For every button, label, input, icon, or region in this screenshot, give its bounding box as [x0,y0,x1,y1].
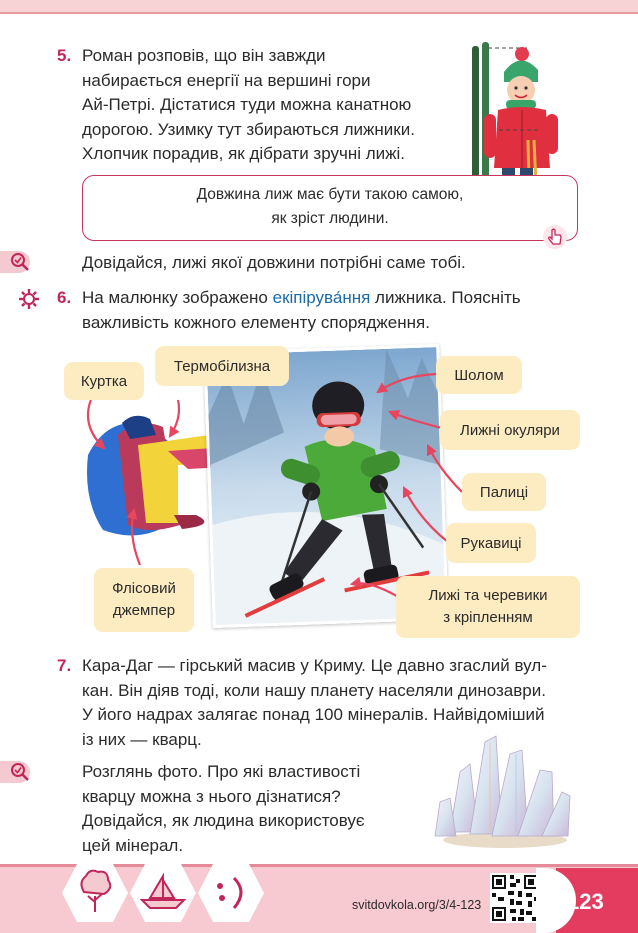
label-skis-and-boots [396,576,580,638]
footer-site-link[interactable]: svitdovkola.org/3/4-123 [352,898,482,912]
arrow-fleece [132,510,140,565]
task-7-question-line: Розглянь фото. Про які властивості [82,762,361,781]
label-fleece-line: джемпер [112,602,176,619]
task-7-line: Кара-Даг — гірський масив у Криму. Це давно згаслий вул- [82,656,547,675]
label-ski-goggles: Лижні окуляри [440,410,580,450]
task-7-line: У його надрах залягає понад 100 мінералів. Найвідоміший [82,705,545,724]
task-7-question-line: кварцу можна з нього дізнатися? [82,786,341,806]
label-jacket: Куртка [64,362,144,400]
task-6-highlight-term: екіпірува́ння [272,288,371,307]
label-thermal-underwear: Термобілизна [155,346,289,386]
rule-line: Довжина лиж має бути такою самою, [196,186,464,203]
task-5-line: набирається енергії на вершині гори [82,70,371,90]
arrow-goggles [390,412,442,428]
smile-hexagon-icon [196,862,266,924]
label-poles: Палиці [462,473,546,511]
arrow-thermal [170,400,179,436]
task-5-line: Ай-Петрі. Дістатися туди можна канатною [82,95,412,114]
task-7-question-line: Довідайся, як людина використовує [82,811,365,830]
label-skis-line: з кріпленням [443,609,533,626]
task-6-number: 6. [57,288,72,307]
task-7-number: 7. [57,656,72,675]
arrow-helmet [378,374,436,392]
label-fleece-sweater [94,568,194,632]
label-fleece-line: Флісовий [112,580,176,597]
label-skis-line: Лижі та черевики [428,587,548,604]
magnifier-icon [10,762,30,782]
label-gloves: Рукавиці [446,523,536,563]
page-number: 123 [567,889,604,914]
arrow-skis [352,583,400,598]
task-6-text-part: лижника. Поясніть [370,288,521,307]
task-6-text-part: На малюнку зображено [82,288,273,307]
boat-hexagon-icon [128,862,198,924]
task-5-line: дорогою. Узимку тут збираються лижники. [82,119,415,139]
task-5-line: Хлопчик порадив, як дібрати зручні лижі. [82,144,406,163]
task-7-question [82,760,422,858]
arrow-jacket [88,397,104,448]
task-5-question: Довідайся, лижі якої довжини потрібні саме тобі. [82,253,466,272]
rule-line: як зріст людини. [271,210,389,227]
task-7-line: кан. Він діяв тоді, коли нашу планету населяли динозаври. [82,680,546,700]
arrow-gloves [404,488,448,542]
magnifier-side-tab [0,761,30,783]
qr-code-icon[interactable] [490,873,540,923]
tree-hexagon-icon [60,862,130,924]
task-5-number: 5. [57,46,72,65]
task-7-line: із них — кварц. [82,729,202,749]
quartz-crystal-illustration [430,732,580,850]
task-5-line: Роман розповів, що він завжди [82,46,326,65]
task-6-line: важливість кожного елементу спорядження. [82,312,430,332]
task-7-question-line: цей мінерал. [82,835,184,855]
arrow-poles [428,446,462,492]
label-helmet: Шолом [436,356,522,394]
